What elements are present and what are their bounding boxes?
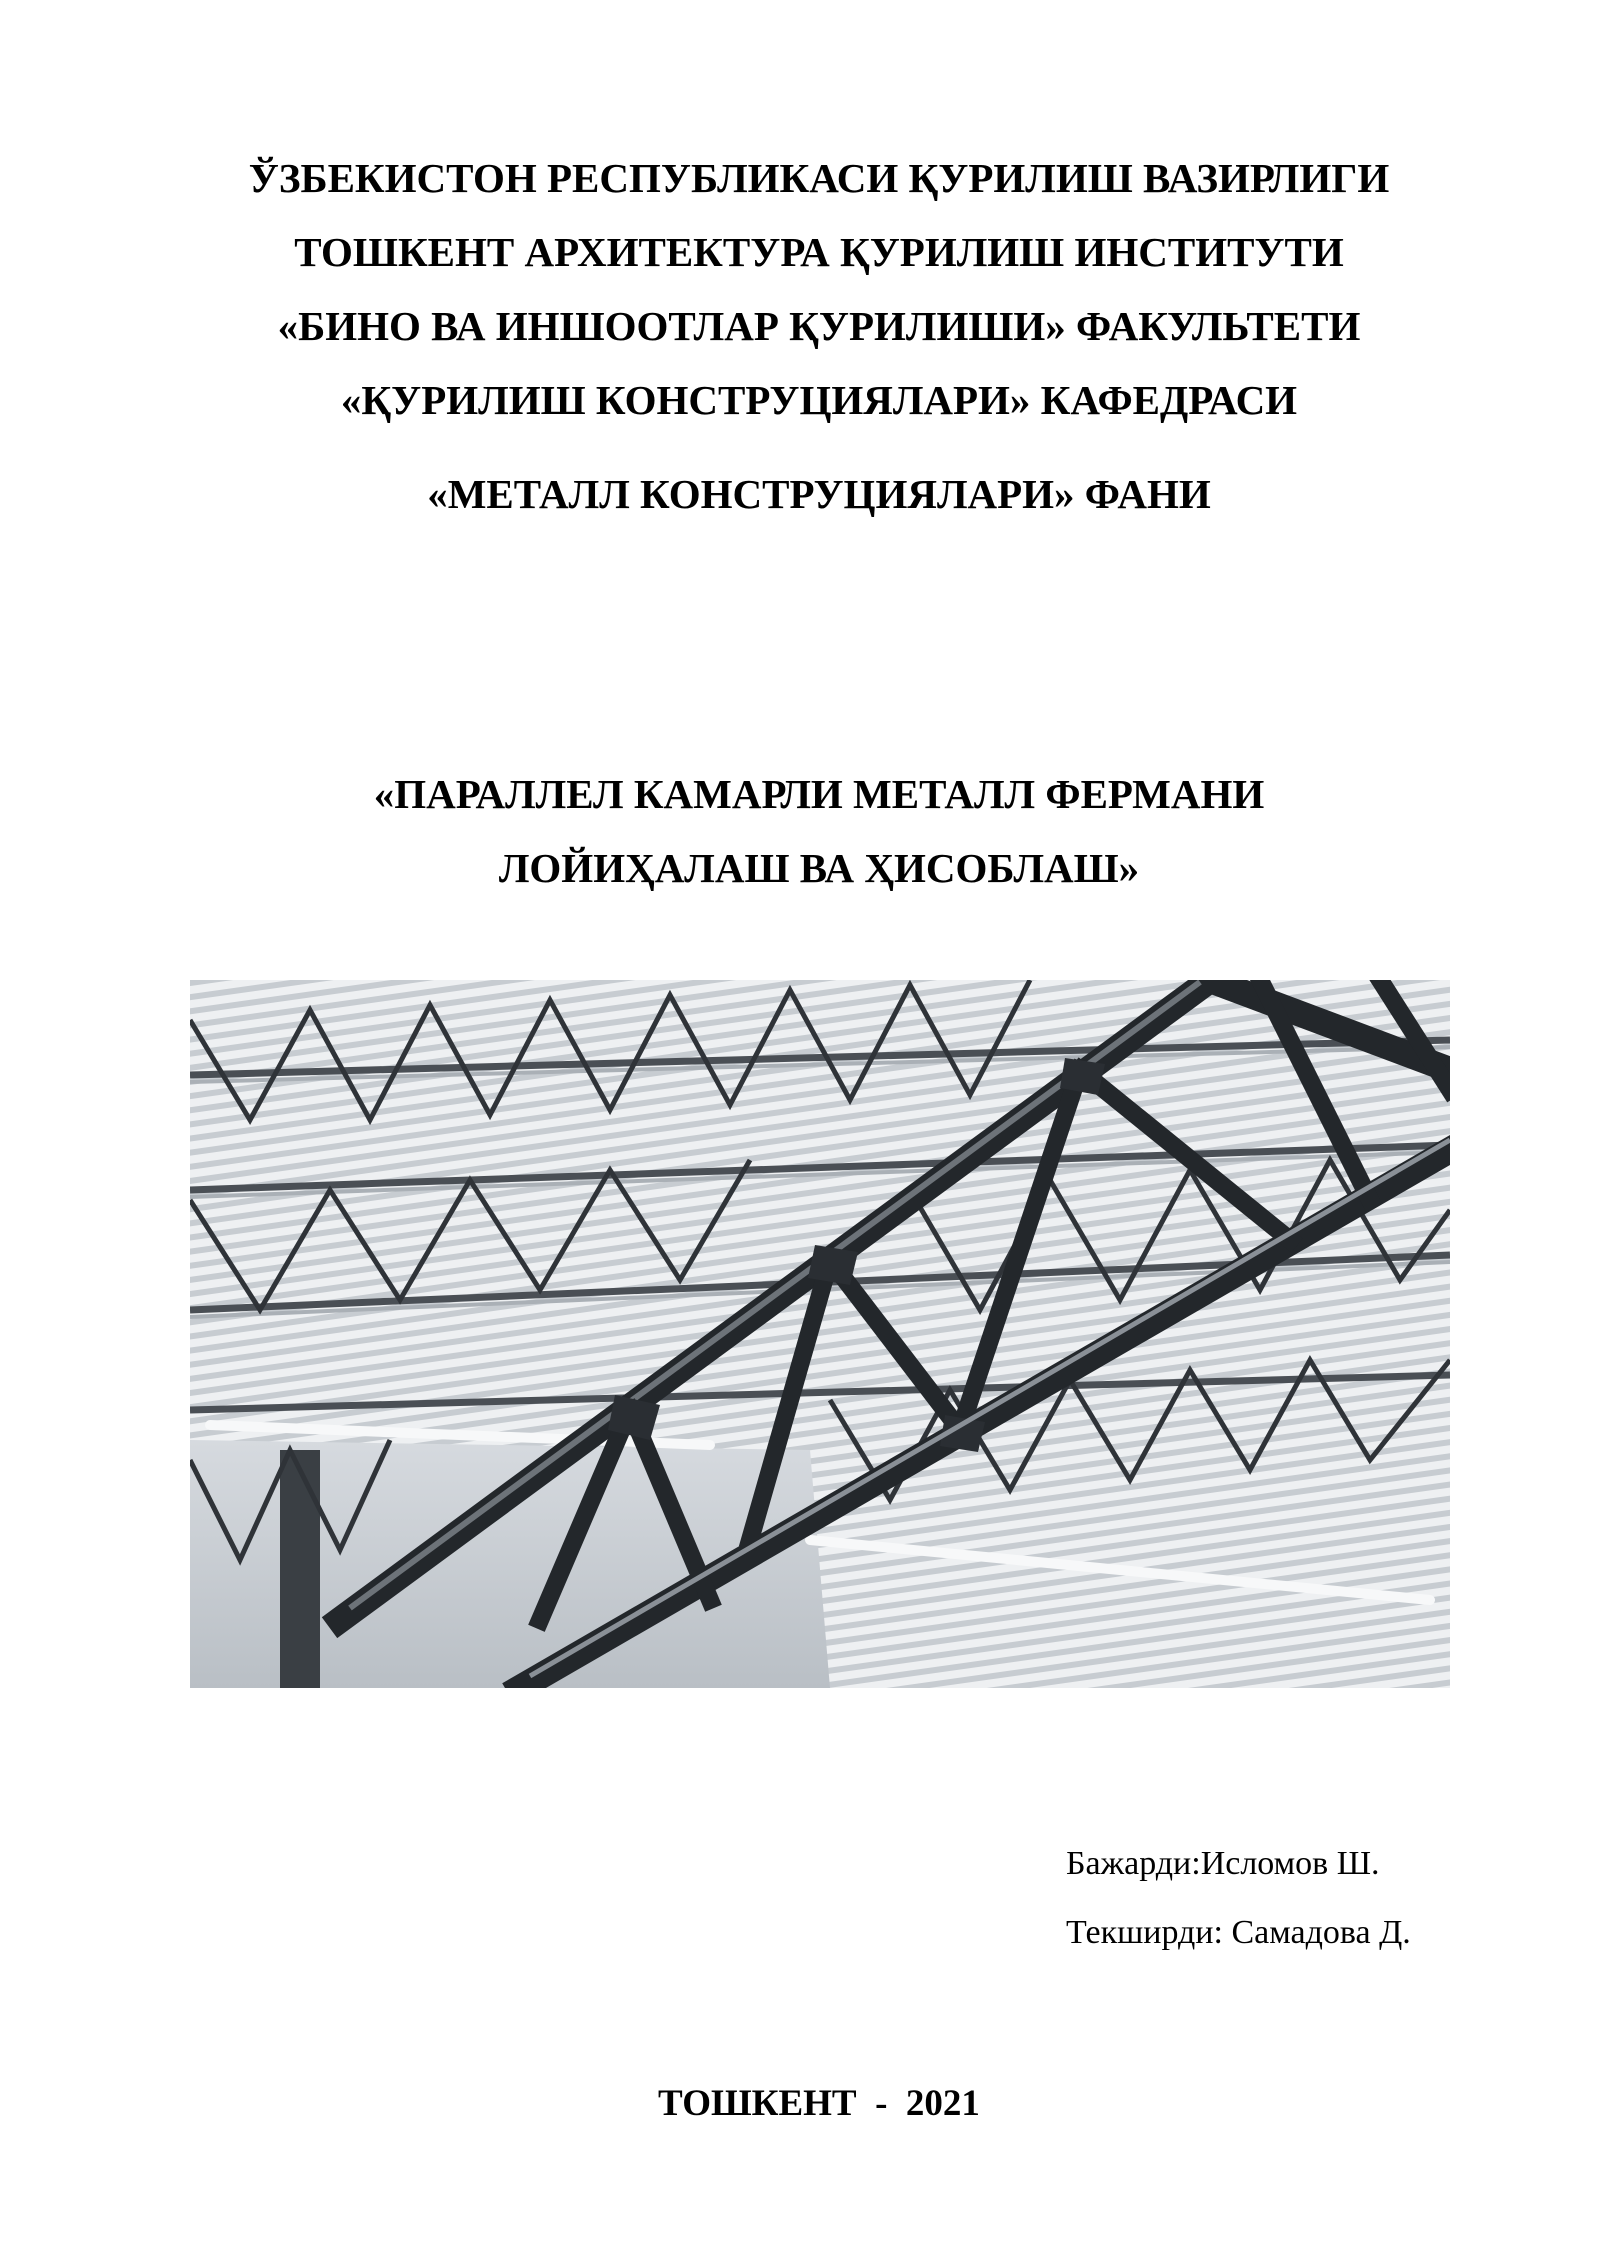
document-title-line-2: ЛОЙИҲАЛАШ ВА ҲИСОБЛАШ»: [498, 845, 1140, 891]
institute-heading: ТОШКЕНТ АРХИТЕКТУРА ҚУРИЛИШ ИНСТИТУТИ: [294, 229, 1344, 275]
ministry-heading: ЎЗБЕКИСТОН РЕСПУБЛИКАСИ ҚУРИЛИШ ВАЗИРЛИГИ: [248, 155, 1390, 201]
city-year: ТОШКЕНТ - 2021: [658, 2083, 980, 2124]
subject-heading: «МЕТАЛЛ КОНСТРУЦИЯЛАРИ» ФАНИ: [427, 471, 1211, 517]
checked-by-label: Текширди: Самадова Д.: [1066, 1914, 1411, 1951]
steel-truss-illustration: [190, 980, 1450, 1688]
faculty-heading: «БИНО ВА ИНШООТЛАР ҚУРИЛИШИ» ФАКУЛЬТЕТИ: [277, 303, 1361, 349]
performed-by-label: Бажарди:Исломов Ш.: [1066, 1845, 1380, 1882]
document-title-line-1: «ПАРАЛЛЕЛ КАМАРЛИ МЕТАЛЛ ФЕРМАНИ: [373, 771, 1265, 817]
department-heading: «ҚУРИЛИШ КОНСТРУЦИЯЛАРИ» КАФЕДРАСИ: [340, 377, 1298, 423]
steel-truss-photo: [190, 980, 1450, 1688]
